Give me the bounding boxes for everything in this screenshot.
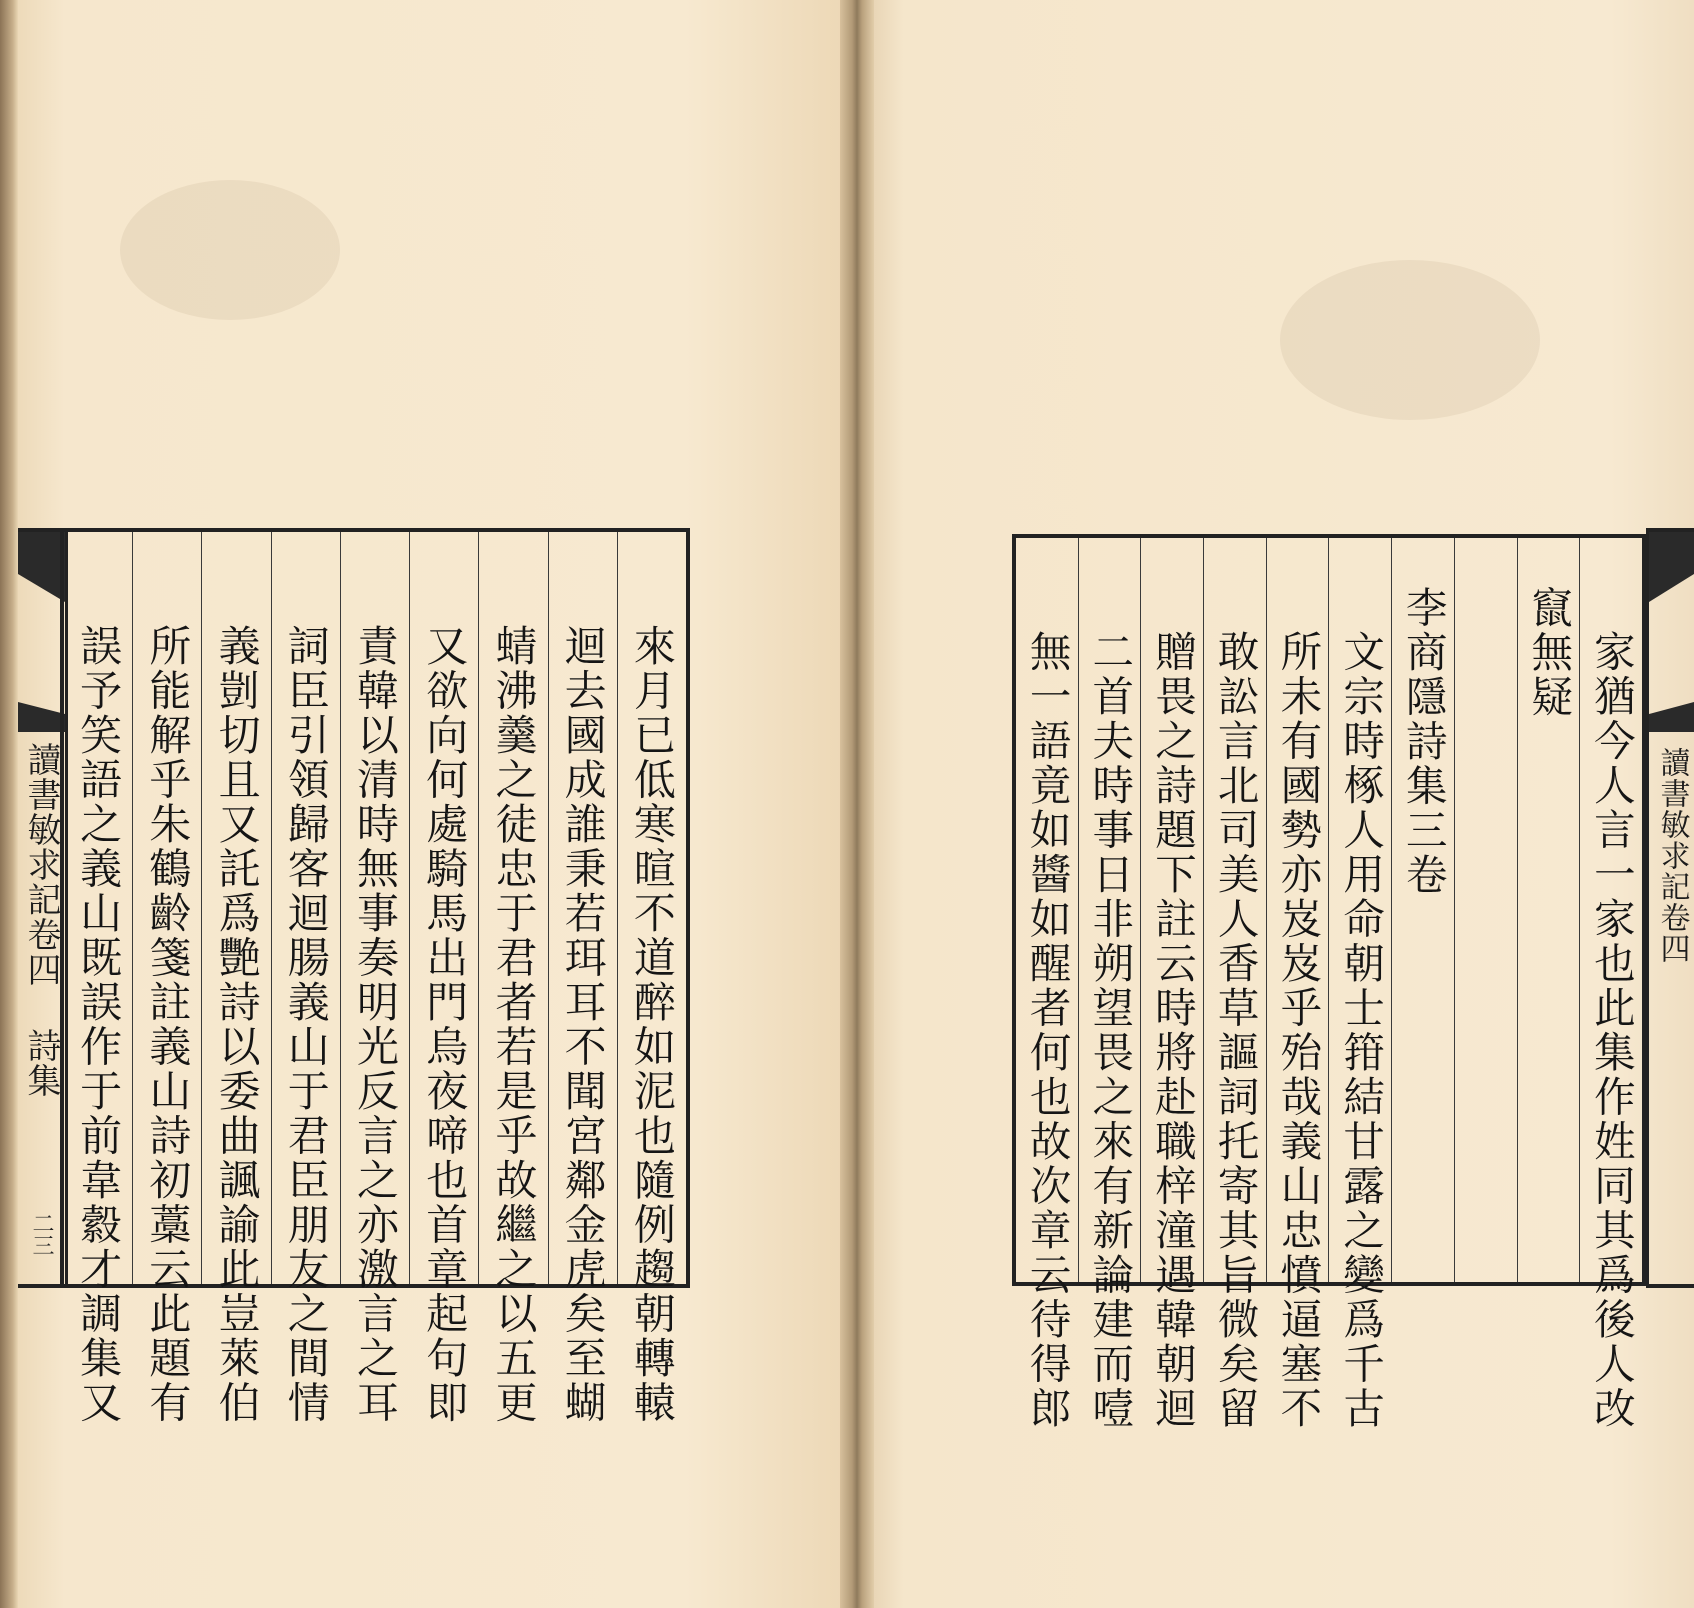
column-text: 詞臣引領歸客迴腸義山于君臣朋友之間情 (281, 624, 331, 1425)
text-column (64, 532, 132, 1425)
text-column (1203, 538, 1266, 1431)
column-text: 責韓以清時無事奏明光反言之亦激言之耳 (351, 624, 401, 1425)
banxin-title: 讀書敏求記卷四 詩集 (21, 742, 61, 1098)
book-title-column (1391, 538, 1454, 1282)
book-edge (0, 0, 18, 1608)
text-column (1579, 538, 1642, 1431)
fish-tail-mark (18, 702, 65, 732)
text-column (1016, 538, 1078, 1431)
text-column (1078, 538, 1141, 1431)
fish-tail-mark (1649, 702, 1694, 732)
column-text: 家猶今人言一家也此集作姓同其爲後人改 (1586, 630, 1636, 1431)
text-column (1328, 538, 1391, 1431)
right-center-strip (1646, 528, 1694, 1288)
column-text: 無一語竟如醬如醒者何也故次章云待得郎 (1022, 630, 1072, 1431)
right-text-frame (1012, 534, 1646, 1431)
text-column (1140, 538, 1203, 1431)
fish-tail-mark (18, 532, 65, 602)
column-text: 誤予笑語之義山既誤作于前韋縠才調集又 (74, 624, 124, 1425)
leaf-number: 二三 (29, 1212, 54, 1256)
fish-tail-mark (1649, 532, 1694, 602)
blank-column (1454, 538, 1517, 1282)
column-text: 蜻沸羹之徒忠于君者若是乎故繼之以五更 (489, 624, 539, 1425)
book-gutter (840, 0, 874, 1608)
banxin-title: 讀書敏求記卷四 (1654, 747, 1690, 964)
column-text: 竄無疑 (1524, 586, 1574, 720)
text-column (340, 532, 409, 1425)
column-text: 所未有國勢亦岌岌乎殆哉義山忠憤逼塞不 (1273, 630, 1323, 1431)
text-column (271, 532, 340, 1425)
text-column (478, 532, 547, 1425)
text-column (132, 532, 201, 1425)
column-text: 二首夫時事日非朔望畏之來有新論建而噎 (1085, 630, 1135, 1431)
text-column (548, 532, 617, 1425)
column-text: 贈畏之詩題下註云時將赴職梓潼遇韓朝迴 (1147, 630, 1197, 1431)
paper-stain (1280, 260, 1540, 420)
column-text: 來月已低寒暄不道醉如泥也隨例趨朝轉轅 (627, 624, 677, 1425)
column-text: 所能解乎朱鶴齡箋註義山詩初藁云此題有 (143, 624, 193, 1425)
text-column (1517, 538, 1580, 1282)
text-column (617, 532, 686, 1425)
book-title: 李商隱詩集三卷 (1398, 586, 1448, 898)
left-text-frame (60, 528, 690, 1425)
paper-stain (120, 180, 340, 320)
text-column (1266, 538, 1329, 1431)
column-text: 又欲向何處騎馬出門烏夜啼也首章起句即 (420, 624, 470, 1425)
text-column (409, 532, 478, 1425)
column-text: 義剴切且又託爲艷詩以委曲諷諭此豈萊伯 (212, 624, 262, 1425)
column-text: 文宗時椓人用命朝士箝結甘露之變爲千古 (1336, 630, 1386, 1431)
column-text: 迴去國成誰秉若珥耳不聞宮鄰金虎矣至蝴 (558, 624, 608, 1425)
text-column (201, 532, 270, 1425)
column-text: 敢訟言北司美人香草謳詞托寄其旨微矣留 (1210, 630, 1260, 1431)
